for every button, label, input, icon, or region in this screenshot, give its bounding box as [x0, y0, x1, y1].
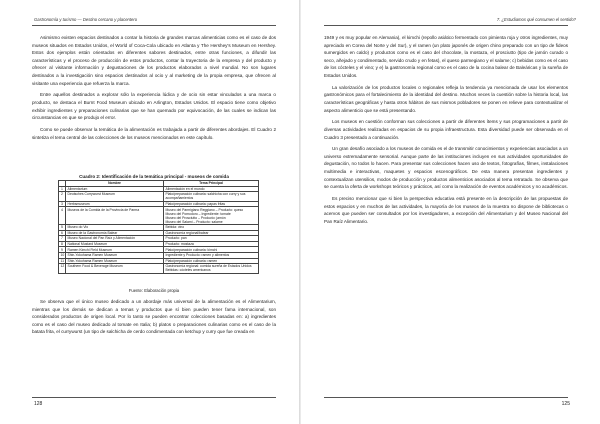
museum-name-cell: Deutsches Currywurst Museum	[66, 192, 164, 202]
museum-name-cell: Alimentarium	[66, 186, 164, 192]
row-number-cell: 9	[59, 247, 66, 253]
theme-cell: Bebida: vino	[164, 224, 259, 230]
table-caption: Cuadro 2: Identificación de la temática principal - museos de comida	[79, 174, 229, 179]
left-footer-rule	[32, 397, 276, 398]
left-paragraph-1: Asimismo existen espacios destinados a contar la historia de grandes marcas alimenticias como es el caso de dos museos situados en Estados Unidos, el World of Coca-Cola ubicado en Atlanta y The Hershey's Museum en Hershey. Estos dos ejemplos están orientados en diferentes sabores destinados, entre otras funciones, a difundir las características y el proceso de producción de estos productos, contar la trayectoria de la empresa y del producto y ofrecer al visitante información y degustaciones de los productos elaborados a nivel mundial. No son lugares destinados a la investigación sino espacios destinados al ocio y al marketing de la propia empresa, que ofrecen al visitante una experiencia que refuerza la marca.	[32, 35, 276, 86]
theme-cell: Gastronomía regional: comida sureña de Estados Unidos Bebidas: cócteles americanos	[164, 264, 259, 274]
row-number-cell: 5	[59, 224, 66, 230]
museum-name-cell: Ramen Kimchi Field Museum	[66, 247, 164, 253]
theme-cell: Gastronomía regional/balear	[164, 230, 259, 236]
theme-cell: Alimentación en el mundo	[164, 186, 259, 192]
row-number-cell: 11	[60, 258, 65, 263]
museum-name-cell: Shin-Yokohama Ramen Museum	[66, 258, 164, 264]
right-paragraph-2: La valorización de los productos locales o regionales refleja la tendencia ya mencionada de usar los elementos gastronómicos para el fortalecimiento de la identidad del destino. Muchos veces la cuestión sobre la historia local, las características geográficas y hasta otros hábitos de sus mismos pobladores se ponen en relieve para contextualizar el aspecto alimenticio que se está presentando.	[324, 84, 568, 113]
museum-name-cell: Museos de la Comida de la Provincia de Parma	[66, 207, 164, 225]
row-number-cell: 7	[59, 236, 66, 242]
left-paragraph-2: Entre aquellos destinados a explorar sólo la experiencia lúdica y de ocio sin estar vinculados a una marca o producto, se destaca el Burnt Food Museum ubicado en Arlington, Estados Unidos. El espacio tiene como objetivo exhibir ingredientes y preparaciones culinarias que se han quemado por equivocación, de las cuales se indican las circunstancias en que se produjo el error.	[32, 92, 276, 121]
table-row	[59, 207, 259, 225]
row-number-cell: 4	[59, 207, 66, 225]
theme-cell: Ingrediente y Producto: ramen y alimentos	[164, 252, 259, 258]
museum-theme-table	[58, 180, 259, 274]
row-number-cell: 3	[59, 201, 66, 207]
table-header-cell: Nombre	[66, 181, 164, 187]
row-number-cell: 6	[59, 230, 66, 236]
right-footer-rule	[324, 397, 568, 398]
row-number-cell: 8	[59, 241, 66, 247]
theme-cell: Plato/preparación culinaria: ramen	[164, 258, 259, 264]
museum-name-cell: Museo de la Gastronomía Balear	[66, 230, 164, 236]
theme-cell: Producto: pan	[164, 236, 259, 242]
row-number-cell: 1	[59, 186, 66, 192]
table-source: Fuente: Elaboración propia	[128, 288, 180, 293]
right-body-text	[324, 34, 568, 230]
row-number-cell: 2	[59, 192, 66, 202]
theme-cell: Museo del Parmigiano Reggiano – Producto: queso Museo del Pomodoro – Ingrediente: tomate Museo del Prosciutto – Producto: jamón Museo del Salami – Producto: salame	[164, 207, 259, 225]
table-header-cell: Tema Principal	[164, 181, 259, 187]
right-paragraph-1: 1949 y es muy popular en Alemania), el kimchi (repollo asiático fermentado con pimienta roja y otros ingredientes, muy apreciado en Corea del Norte y del Sur), y el ramen (un plato japonés de origen chino preparado con un tipo de fideos sumergidos en caldo) y productos como es el caso del chocolate, la mostaza, el prosciutto (tipo de jamón curado o seco, añejado y condimentado, servido crudo y en fetas), el queso parmegiano y el salame; c) bebidas como es el caso de los cócteles y el vino; y e) la gastronomía regional como es el caso de la cocina balear de Baleáricas y la sureña de Estados Unidos.	[324, 35, 568, 78]
museum-name-cell: Shin-Yokohama Ramen Museum	[66, 252, 164, 258]
table-row	[59, 192, 259, 202]
row-number-cell: 12	[59, 264, 66, 274]
left-paragraph-3: Como se puede observar la temática de la alimentación es trabajada a partir de diferentes abordajes. El Cuadro 2 sintetiza el tema central de las colecciones de los museos mencionados en este capítulo.	[32, 126, 276, 140]
left-page-number: 128	[34, 401, 43, 407]
right-paragraph-4: Un gran desafío asociado a los museos de comida es el de transmitir conocimientos y experiencias asociados a un universo extremadamente sensorial. Aunque parte de las instituciones incluyen en sus actividades oportunidades de degustación, no todos lo hacen. Para presentar sus colecciones hacen uso de textos, fotografías, filmes, instalaciones multimedia e interactivas, maquetes y espacios escenográficos. De esta manera presentan ingredientes y contextualizan utensilios, modos de producción y productos alimenticios asociados al tema retratado. Se observa que se cuenta la oferta de workshops teóricos y prácticos, así como la realización de eventos académicos y no académicos.	[324, 146, 568, 190]
museum-name-cell: National Mustard Museum	[66, 241, 164, 247]
left-body-text	[32, 34, 276, 145]
row-number-cell: 10	[60, 253, 65, 258]
theme-cell: Plato/preparación culinaria: kimchi	[164, 247, 259, 253]
right-page-number: 125	[561, 401, 570, 407]
museum-name-cell: Herbsmuseum	[66, 201, 164, 207]
right-running-head: 7. ¿Estudiamos qué consumen el sentido?	[496, 17, 576, 22]
theme-cell: Producto: mostaza	[164, 241, 259, 247]
left-closing-text	[32, 298, 276, 340]
left-header-rule	[32, 25, 276, 26]
theme-cell: Plato/preparación culinaria: papas fritas	[164, 201, 259, 207]
theme-cell: Plato/preparación culinaria: salchicha con curry y sus acompañamientos	[164, 192, 259, 202]
left-running-head: Gastronomía y turismo — Destino cercano y placentero	[34, 17, 138, 22]
museum-name-cell: Museo Nacional del Pan Raíz y Alimentación	[66, 236, 164, 242]
museum-name-cell: Museo do Vio	[66, 224, 164, 230]
table-row	[59, 264, 259, 274]
left-closing-paragraph: Se observa que el único museo dedicado a un abordaje más universal de la alimentación es el Alimentarium, mientras que los demás se dedican a temas y productos que sí bien pueden tener fama internacional, son considerados productos de origen local. Por lo tanto se pueden encontrar colecciones basadas en: a) ingredientes como es el caso del museo dedicado al tomate en Italia; b) platos o preparaciones culinarias como es el caso de la batata frita, el currywurst (un tipo de salchicha de cerdo condimentada con ketchup y curry que fue creada en	[32, 299, 276, 335]
museum-name-cell: Southern Food & Beverage Museum	[66, 264, 164, 274]
right-paragraph-5: Es preciso mencionar que si bien la perspectiva educativa está presente en la descripción de las propuestas de estos espacios y en muchos de las actividades, la mayoría de los museos de la muestra no dispone de bibliotecas o acervos que pueden ser consultados por los investigadores, a excepción del Alimentarium y del Museo Nacional del Pan Raíz Alimentario.	[324, 196, 568, 224]
right-page	[300, 0, 600, 424]
right-paragraph-3: Los museos en cuestión conforman sus colecciones a partir de diferentes ítems y sus programaciones a partir de diversas actividades realizadas en espacios de su propia infraestructura. Esta diversidad puede ser observada en el Cuadro 3 presentado a continuación.	[324, 119, 568, 140]
right-header-rule	[324, 25, 568, 26]
